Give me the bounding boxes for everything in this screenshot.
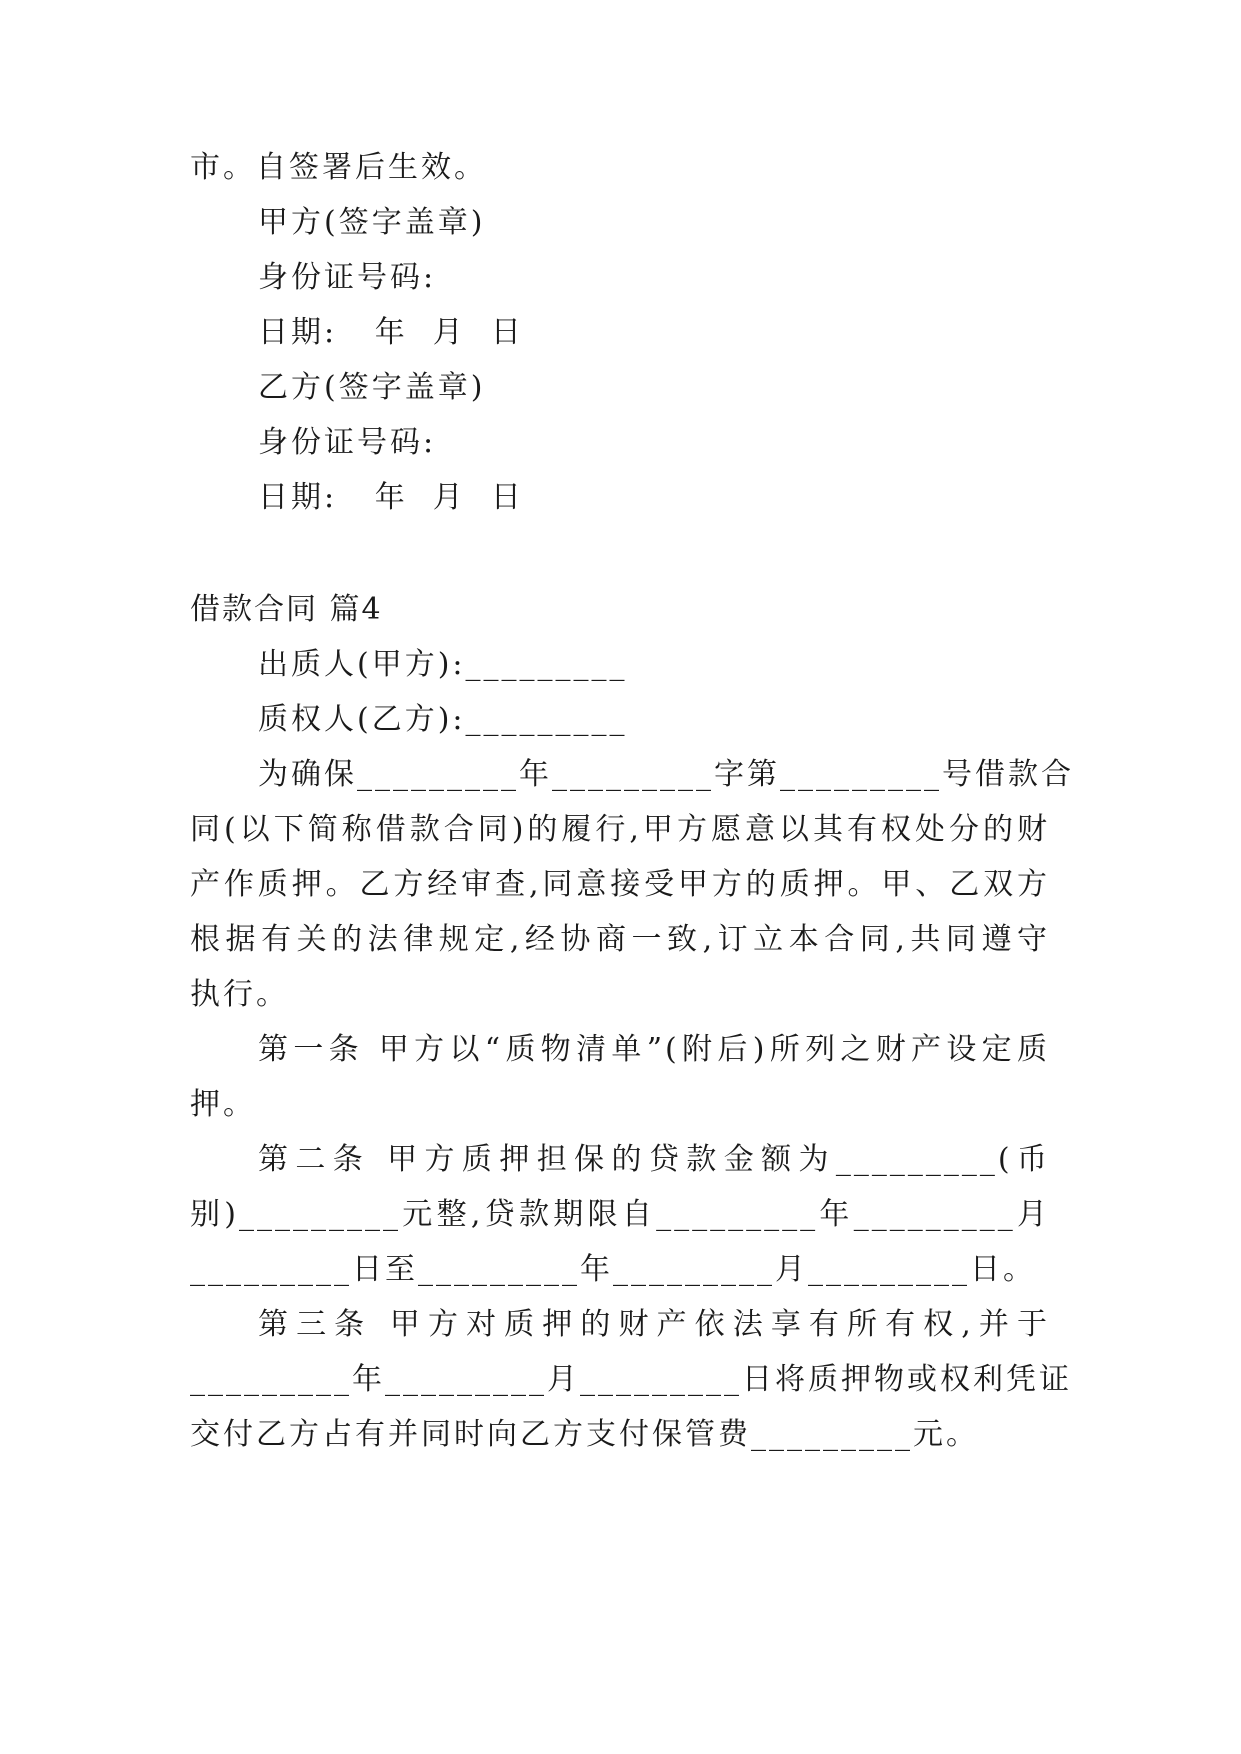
article-3-line: 第三条 甲方对质押的财产依法享有所有权,并于 [258,1307,1050,1342]
party-b-id-label: 身份证号码: [258,425,437,460]
intro-line: 产作质押。乙方经审查,同意接受甲方的质押。甲、乙双方 [190,867,1050,902]
intro-line: 执行。 [190,977,289,1012]
intro-line: 根据有关的法律规定,经协商一致,订立本合同,共同遵守 [190,922,1050,957]
article-3-line: 交付乙方占有并同时向乙方支付保管费_________元。 [190,1417,979,1452]
party-b-signature-label: 乙方(签字盖章) [258,370,486,405]
article-1-line: 押。 [190,1087,256,1122]
article-3-line: _________年_________月_________日将质押物或权利凭证 [190,1362,1072,1397]
party-a-signature-label: 甲方(签字盖章) [258,205,486,240]
article-1-line: 第一条 甲方以“质物清单”(附后)所列之财产设定质 [258,1032,1050,1067]
pledgor-field: 出质人(甲方):_________ [258,647,628,682]
party-a-id-label: 身份证号码: [258,260,437,295]
section-heading: 借款合同 篇4 [190,592,383,627]
party-b-date-label: 日期: 年 月 日 [258,480,524,515]
text-line: 市。自签署后生效。 [190,150,487,185]
article-2-line: 第二条 甲方质押担保的贷款金额为_________(币 [258,1142,1050,1177]
party-a-date-label: 日期: 年 月 日 [258,315,524,350]
article-2-line: _________日至_________年_________月_________日。 [190,1252,1036,1287]
intro-line: 为确保_________年_________字第_________号借款合 [258,757,1074,792]
intro-line: 同(以下简称借款合同)的履行,甲方愿意以其有权处分的财 [190,812,1050,847]
pledgee-field: 质权人(乙方):_________ [258,702,628,737]
article-2-line: 别)_________元整,贷款期限自_________年_________月 [190,1197,1050,1232]
